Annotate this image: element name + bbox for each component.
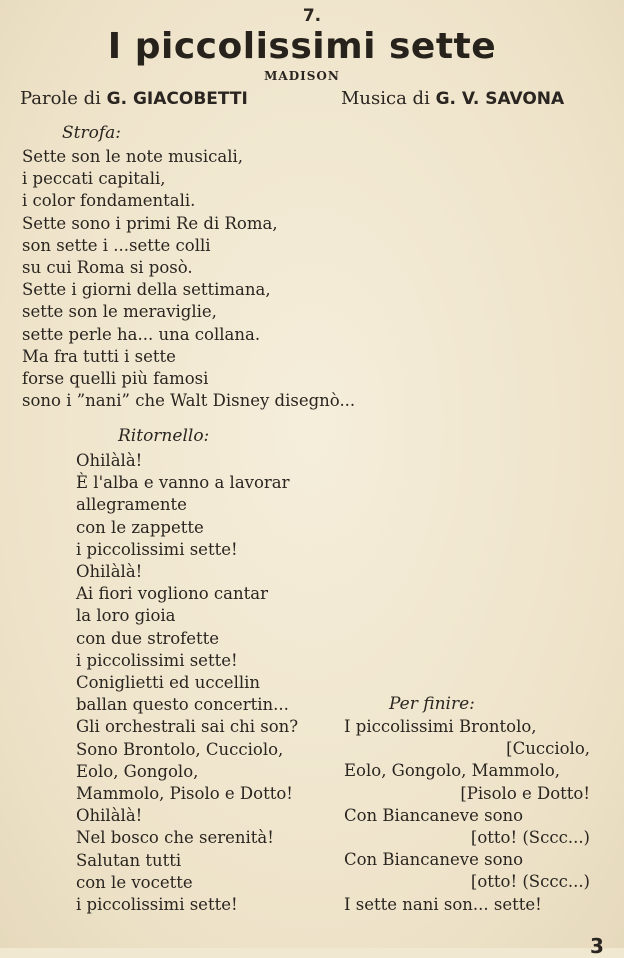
refrain-line: Ohilàlà!: [76, 806, 143, 826]
refrain-line: Sono Brontolo, Cucciolo,: [76, 739, 284, 759]
finale-line: [Cucciolo,: [506, 739, 590, 759]
verse-line: son sette i ...sette colli: [22, 235, 211, 255]
refrain-line: i piccolissimi sette!: [76, 895, 238, 915]
lyrics-author: G. GIACOBETTI: [106, 89, 248, 109]
refrain-line: i piccolissimi sette!: [76, 539, 238, 559]
verse-line: Ma fra tutti i sette: [22, 346, 176, 366]
finale-line: [Pisolo e Dotto!: [460, 783, 590, 803]
music-author: G. V. SAVONA: [435, 89, 565, 109]
lyrics-prefix: Parole di: [20, 88, 101, 109]
song-number: 7.: [302, 6, 322, 26]
verse-line: sono i ”nani” che Walt Disney disegnò...: [22, 391, 356, 411]
verse-line: su cui Roma si posò.: [22, 258, 193, 278]
ritornello-label: Ritornello:: [118, 426, 210, 446]
refrain-line: Nel bosco che serenità!: [76, 828, 274, 848]
finale-line: I piccolissimi Brontolo,: [344, 717, 537, 736]
finale-line: [otto! (Sccc...): [470, 828, 590, 848]
verse-line: i peccati capitali,: [22, 169, 166, 189]
verse-line: sette son le meraviglie,: [22, 302, 217, 322]
refrain-line: con le vocette: [76, 872, 193, 892]
refrain-line: ballan questo concertin...: [76, 695, 289, 715]
verse-line: sette perle ha... una collana.: [22, 324, 261, 344]
music-prefix: Musica di: [341, 88, 430, 109]
song-subtitle: MADISON: [264, 69, 340, 83]
refrain-line: Mammolo, Pisolo e Dotto!: [76, 784, 293, 804]
ritornello-verse: [76, 450, 298, 916]
refrain-line: Eolo, Gongolo,: [76, 761, 199, 781]
refrain-line: Ai fiori vogliono cantar: [76, 584, 268, 604]
verse-line: i color fondamentali.: [22, 191, 196, 211]
refrain-line: Coniglietti ed uccellin: [76, 673, 261, 693]
refrain-line: con le zappette: [76, 517, 204, 537]
verse-line: Sette son le note musicali,: [22, 147, 243, 166]
refrain-line: allegramente: [76, 495, 187, 515]
refrain-line: Ohilàlà!: [76, 562, 143, 582]
finale-verse: [344, 716, 590, 916]
finale-label: Per finire:: [389, 694, 475, 714]
finale-line: Eolo, Gongolo, Mammolo,: [344, 761, 561, 781]
finale-line: Con Biancaneve sono: [344, 850, 524, 870]
strofa-label: Strofa:: [62, 123, 121, 143]
refrain-line: i piccolissimi sette!: [76, 650, 238, 670]
verse-line: forse quelli più famosi: [22, 369, 209, 389]
refrain-line: Salutan tutti: [76, 850, 182, 870]
lyrics-credit: [20, 88, 248, 109]
strofa-verse: [22, 146, 355, 412]
verse-line: Sette sono i primi Re di Roma,: [22, 213, 278, 233]
refrain-line: È l'alba e vanno a lavorar: [76, 473, 290, 493]
refrain-line: Gli orchestrali sai chi son?: [76, 717, 299, 737]
refrain-line: Ohilàlà!: [76, 451, 143, 470]
song-title: I piccolissimi sette: [107, 26, 497, 67]
music-credit: [341, 88, 564, 109]
refrain-line: la loro gioia: [76, 606, 176, 626]
finale-line: Con Biancaneve sono: [344, 805, 524, 825]
refrain-line: con due strofette: [76, 628, 220, 648]
verse-line: Sette i giorni della settimana,: [22, 280, 271, 300]
finale-line: [otto! (Sccc...): [470, 872, 590, 892]
finale-line: I sette nani son... sette!: [344, 894, 542, 914]
page-number: 3: [590, 934, 604, 958]
